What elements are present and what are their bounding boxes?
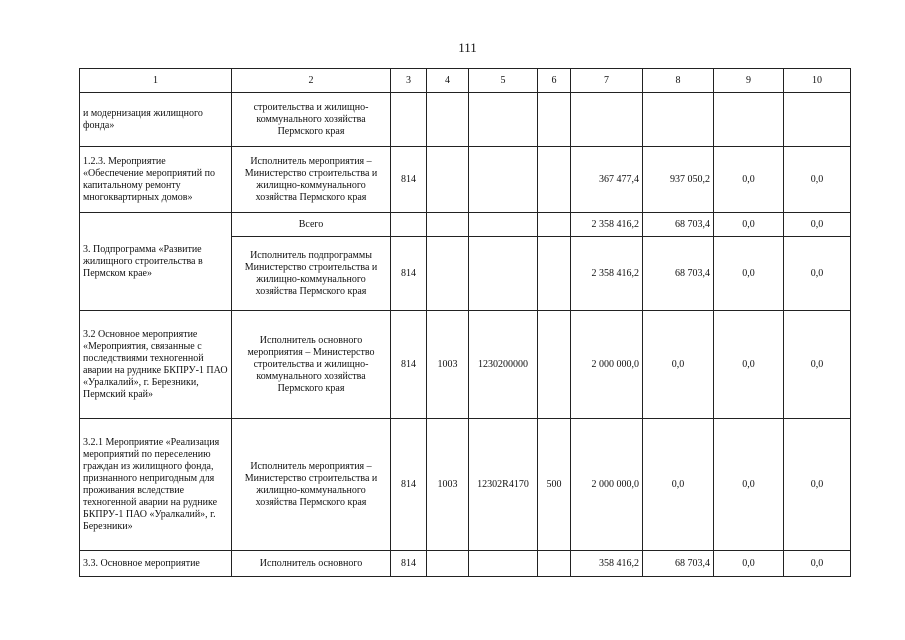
table-row xyxy=(80,419,851,551)
cell-vr xyxy=(538,237,571,311)
cell-vr xyxy=(538,213,571,237)
cell-col8 xyxy=(643,93,714,147)
cell-csr xyxy=(469,93,538,147)
cell-col9: 0,0 xyxy=(714,147,784,213)
cell-csr: 1230200000 xyxy=(469,311,538,419)
cell-grbs: 814 xyxy=(391,147,427,213)
column-header: 2 xyxy=(232,69,391,93)
cell-vr xyxy=(538,311,571,419)
cell-col10 xyxy=(784,93,851,147)
cell-col8: 68 703,4 xyxy=(643,213,714,237)
total-label: Всего xyxy=(232,213,391,237)
column-header: 10 xyxy=(784,69,851,93)
column-header: 5 xyxy=(469,69,538,93)
cell-rz: 1003 xyxy=(427,311,469,419)
cell-col7: 2 000 000,0 xyxy=(571,419,643,551)
cell-vr: 500 xyxy=(538,419,571,551)
cell-col10: 0,0 xyxy=(784,419,851,551)
column-header: 7 xyxy=(571,69,643,93)
cell-rz xyxy=(427,237,469,311)
cell-grbs xyxy=(391,93,427,147)
cell-csr xyxy=(469,237,538,311)
cell-col10: 0,0 xyxy=(784,213,851,237)
page-number: 111 xyxy=(458,40,477,55)
cell-col10: 0,0 xyxy=(784,237,851,311)
row-name: 3.2.1 Мероприятие «Реализация мероприятий по переселению граждан из жилищного фонда, признанного непригодным для проживания вследствие техногенной аварии на руднике БКПРУ-1 ПАО «Уралкалий», г. Березники» xyxy=(80,419,232,551)
column-header: 8 xyxy=(643,69,714,93)
cell-rz xyxy=(427,213,469,237)
column-header: 1 xyxy=(80,69,232,93)
cell-col8: 68 703,4 xyxy=(643,551,714,577)
row-name: 3.2 Основное мероприятие «Мероприятия, связанные с последствиями техногенной аварии на руднике БКПРУ-1 ПАО «Уралкалий», г. Березники, Пермский край» xyxy=(80,311,232,419)
cell-rz: 1003 xyxy=(427,419,469,551)
row-executor: Исполнитель основного мероприятия – Министерство строительства и жилищно-коммунального хозяйства Пермского края xyxy=(232,311,391,419)
cell-grbs: 814 xyxy=(391,419,427,551)
cell-col9: 0,0 xyxy=(714,311,784,419)
cell-col9: 0,0 xyxy=(714,419,784,551)
row-executor: Исполнитель основного xyxy=(232,551,391,577)
row-executor: Исполнитель мероприятия – Министерство строительства и жилищно-коммунального хозяйства Пермского края xyxy=(232,147,391,213)
cell-col9: 0,0 xyxy=(714,551,784,577)
cell-col8: 68 703,4 xyxy=(643,237,714,311)
cell-vr xyxy=(538,551,571,577)
row-name: 3. Подпрограмма «Развитие жилищного строительства в Пермском крае» xyxy=(80,213,232,311)
cell-col10: 0,0 xyxy=(784,147,851,213)
cell-csr xyxy=(469,147,538,213)
cell-csr: 12302R4170 xyxy=(469,419,538,551)
table-row xyxy=(80,93,851,147)
table-header-row xyxy=(80,69,851,93)
cell-grbs: 814 xyxy=(391,551,427,577)
column-header: 9 xyxy=(714,69,784,93)
cell-col7 xyxy=(571,93,643,147)
cell-col7: 2 000 000,0 xyxy=(571,311,643,419)
column-header: 3 xyxy=(391,69,427,93)
cell-rz xyxy=(427,147,469,213)
cell-col7: 2 358 416,2 xyxy=(571,237,643,311)
row-name: и модернизация жилищного фонда» xyxy=(80,93,232,147)
row-executor: Исполнитель мероприятия – Министерство строительства и жилищно-коммунального хозяйства Пермского края xyxy=(232,419,391,551)
cell-csr xyxy=(469,213,538,237)
cell-col7: 358 416,2 xyxy=(571,551,643,577)
table-row xyxy=(80,311,851,419)
cell-grbs xyxy=(391,213,427,237)
row-name: 1.2.3. Мероприятие «Обеспечение мероприятий по капитальному ремонту многоквартирных домов» xyxy=(80,147,232,213)
cell-col9 xyxy=(714,93,784,147)
cell-col8: 937 050,2 xyxy=(643,147,714,213)
cell-vr xyxy=(538,147,571,213)
cell-grbs: 814 xyxy=(391,237,427,311)
column-header: 6 xyxy=(538,69,571,93)
row-name: 3.3. Основное мероприятие xyxy=(80,551,232,577)
row-executor: строительства и жилищно-коммунального хозяйства Пермского края xyxy=(232,93,391,147)
cell-csr xyxy=(469,551,538,577)
cell-vr xyxy=(538,93,571,147)
cell-col10: 0,0 xyxy=(784,311,851,419)
budget-table xyxy=(79,68,851,577)
row-executor: Исполнитель подпрограммы Министерство строительства и жилищно-коммунального хозяйства Пермского края xyxy=(232,237,391,311)
cell-col8: 0,0 xyxy=(643,311,714,419)
table-row-total xyxy=(80,213,851,237)
cell-col8: 0,0 xyxy=(643,419,714,551)
cell-rz xyxy=(427,551,469,577)
table-row xyxy=(80,147,851,213)
column-header: 4 xyxy=(427,69,469,93)
cell-col7: 367 477,4 xyxy=(571,147,643,213)
cell-grbs: 814 xyxy=(391,311,427,419)
cell-col7: 2 358 416,2 xyxy=(571,213,643,237)
table-row xyxy=(80,551,851,577)
cell-col10: 0,0 xyxy=(784,551,851,577)
cell-rz xyxy=(427,93,469,147)
cell-col9: 0,0 xyxy=(714,213,784,237)
cell-col9: 0,0 xyxy=(714,237,784,311)
